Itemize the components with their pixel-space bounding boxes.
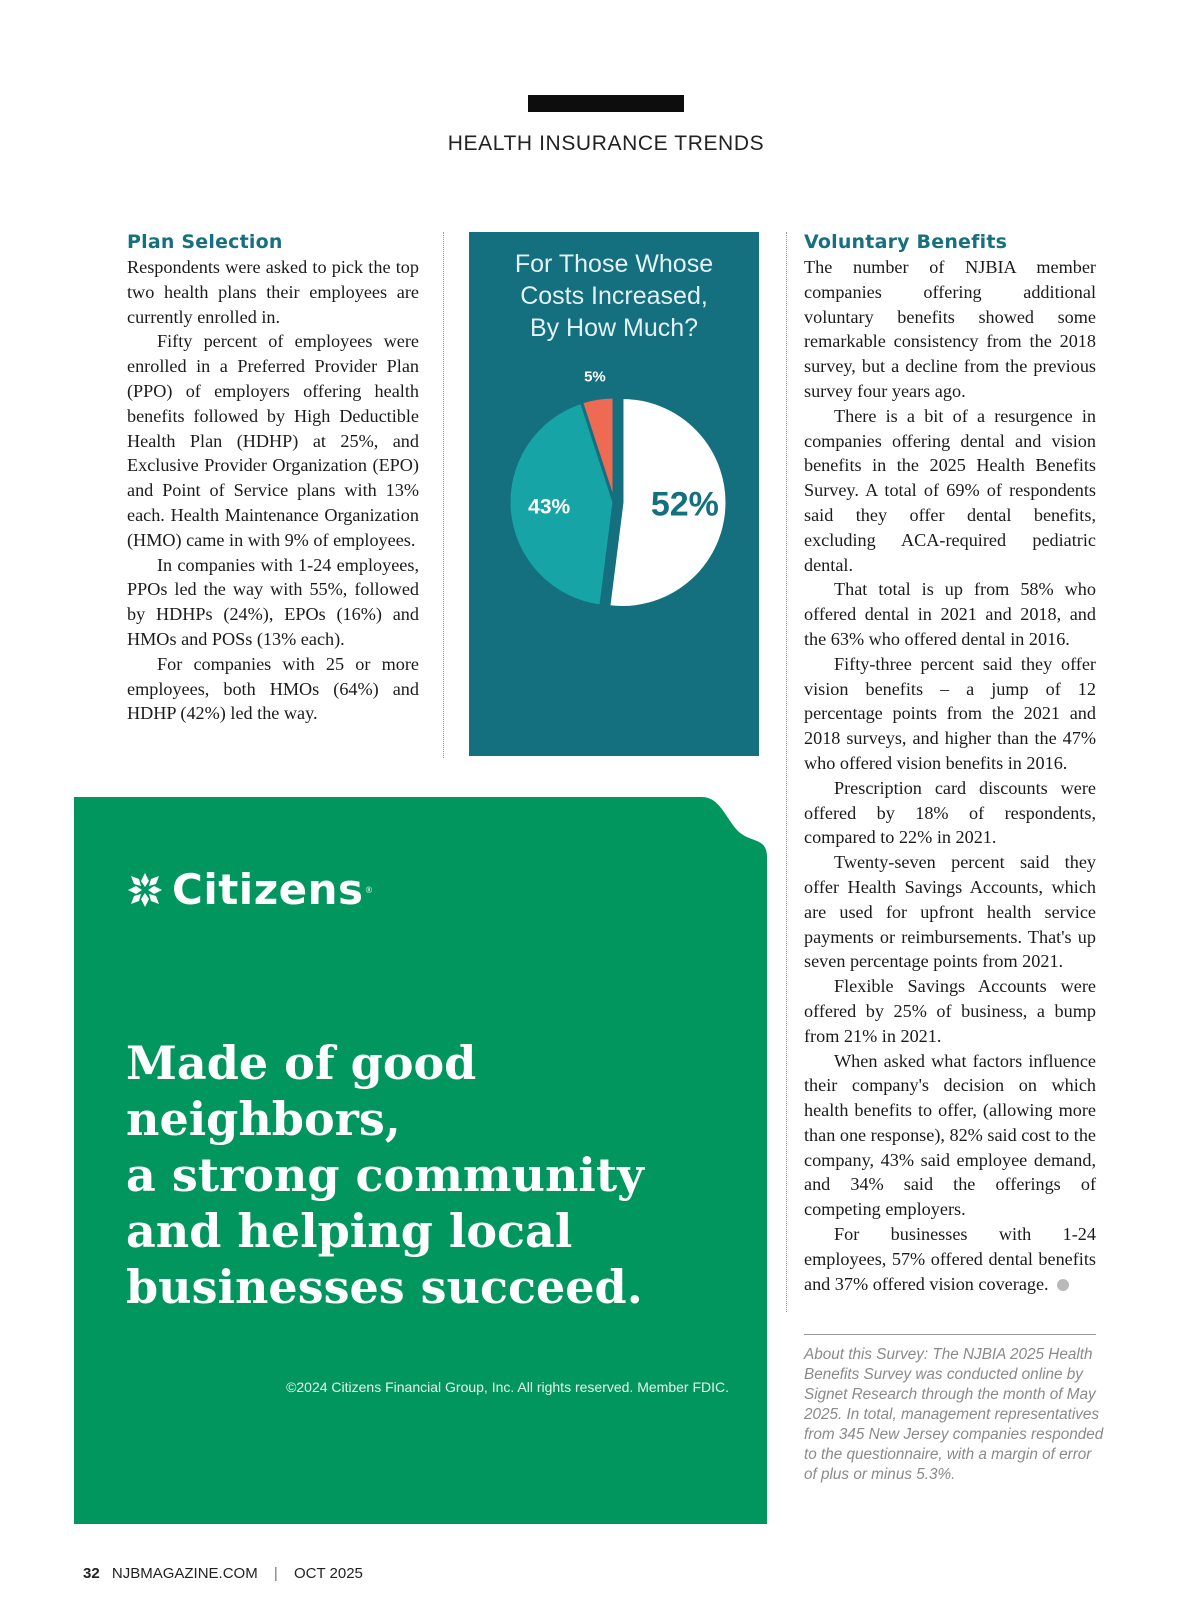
body-paragraph: Respondents were asked to pick the top two health plans their employees are currently enrolled in. [127, 257, 419, 327]
section-title: HEALTH INSURANCE TRENDS [447, 132, 765, 155]
end-mark-icon [1057, 1279, 1069, 1291]
section-bar [528, 95, 684, 112]
pie-data-label: 43% [528, 495, 571, 519]
page-footer [83, 1565, 363, 1582]
body-paragraph [804, 1222, 1096, 1296]
column-divider [443, 232, 444, 758]
ad-headline: Made of good neighbors, a strong community and helping local businesses succeed. [126, 1036, 644, 1314]
body-paragraph-text: For businesses with 1-24 employees, 57% offered dental benefits and 37% offered vision coverage. [804, 1224, 1096, 1294]
citizens-logo-icon [126, 871, 164, 909]
ad-legal-text: ©2024 Citizens Financial Group, Inc. All rights reserved. Member FDIC. [286, 1379, 729, 1395]
column-divider [786, 232, 787, 1312]
pie-data-label: 52% [650, 485, 719, 524]
footer-issue: OCT 2025 [293, 1565, 363, 1582]
footer-separator: | [273, 1565, 278, 1582]
footer-site: NJBMAGAZINE.COM [111, 1565, 258, 1582]
about-divider [804, 1334, 1096, 1335]
citizens-advertisement[interactable] [74, 797, 767, 1524]
citizens-wordmark: Citizens [172, 865, 364, 914]
body-paragraph: When asked what factors influence their company's decision on which health benefits to offer, (allowing more than one response), 82% said cost to the company, 43% said employee demand, and 34% said the offerings of competing employers. [804, 1050, 1096, 1220]
body-paragraph: That total is up from 58% who offered dental in 2021 and 2018, and the 63% who offered dental in 2016. [804, 579, 1096, 649]
body-paragraph: Fifty-three percent said they offer vision benefits – a jump of 12 percentage points from the 2021 and 2018 surveys, and higher than the 47% who offered vision benefits in 2016. [804, 653, 1096, 773]
pie-data-label: 5% [584, 368, 606, 386]
body-paragraph: Fifty percent of employees were enrolled in a Preferred Provider Plan (PPO) of employers offering health benefits followed by High Deductible Health Plan (HDHP) at 25%, and Exclusive Provider Organization (EPO) and Point of Service plans with 13% each. Health Maintenance Organization (HMO) came in with 9% of employees. [127, 331, 419, 550]
citizens-logo [126, 865, 372, 914]
body-paragraph: Twenty-seven percent said they offer Health Savings Accounts, which are used for upfront health service payments or reimbursements. That's up seven percentage points from 2021. [804, 852, 1096, 972]
body-paragraph: Flexible Savings Accounts were offered by 25% of business, a bump from 21% in 2021. [804, 976, 1096, 1046]
body-paragraph: There is a bit of a resurgence in companies offering dental and vision benefits in the 2025 Health Benefits Survey. A total of 69% of respondents said they offer dental benefits, excluding ACA-required pediatric dental. [804, 405, 1096, 575]
plan-selection-heading: Plan Selection [127, 231, 283, 253]
voluntary-benefits-heading: Voluntary Benefits [804, 231, 1008, 253]
body-paragraph: In companies with 1-24 employees, PPOs led the way with 55%, followed by HDHPs (24%), EPOs (16%) and HMOs and POSs (13% each). [127, 554, 419, 649]
body-paragraph: For companies with 25 or more employees, both HMOs (64%) and HDHP (42%) led the way. [127, 653, 419, 724]
pie-chart [469, 232, 759, 756]
plan-selection-column [127, 229, 419, 726]
body-paragraph: The number of NJBIA member companies offering additional voluntary benefits showed some remarkable consistency from the 2018 survey, but a decline from the previous survey four years ago. [804, 257, 1096, 401]
page-number: 32 [83, 1565, 100, 1582]
pie-chart-panel [469, 232, 759, 756]
voluntary-benefits-column [804, 229, 1096, 1296]
body-paragraph: Prescription card discounts were offered by 18% of respondents, compared to 22% in 2021. [804, 777, 1096, 848]
registered-mark: ® [365, 884, 373, 895]
about-survey-note: About this Survey: The NJBIA 2025 Health Benefits Survey was conducted online by Signet Research through the month of May 2025. In total, management representatives from 345 New Jersey companies responded to the questionnaire, with a margin of error of plus or minus 5.3%. [804, 1346, 1104, 1483]
chart-title: For Those Whose Costs Increased, By How Much? [514, 250, 714, 342]
